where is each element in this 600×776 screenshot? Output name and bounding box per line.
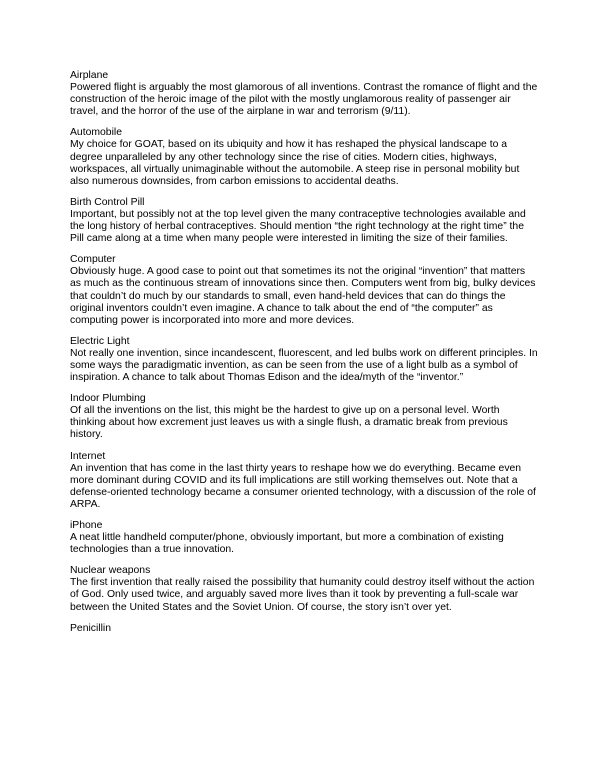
entry-airplane [70,70,538,118]
entry-internet [70,451,538,511]
entry-body: Obviously huge. A good case to point out that sometimes its not the original “invention” that matters as much as the continuous stream of innovations since then. Computers went from big, bulky devices that couldn’t do much by our standards to small, even hand-held devices that can do things the original inventors couldn’t even imagine. A chance to talk about the end of “the computer” as computing power is incorporated into more and more devices. [70,266,536,326]
entry-title: Airplane [70,70,109,81]
entry-body: Powered flight is arguably the most glamorous of all inventions. Contrast the romance of flight and the construction of the heroic image of the pilot with the mostly unglamorous reality of passenger air travel, and the horror of the use of the airplane in war and terrorism (9/11). [70,82,538,118]
entry-automobile [70,127,538,187]
entry-penicillin [70,623,538,635]
entry-title: Computer [70,254,116,266]
entry-title: Penicillin [70,622,112,634]
entry-title: Internet [70,450,106,462]
entry-body: Important, but possibly not at the top level given the many contraceptive technologies available and the long history of herbal contraceptives. Should mention “the right technology at the right time” the Pill came along at a time when many people were interested in limiting the size of their families. [70,208,526,245]
entry-birth-control-pill [70,197,538,245]
entry-iphone [70,520,538,556]
entry-body: Of all the inventions on the list, this might be the hardest to give up on a personal level. Worth thinking about how excrement just leaves us with a single flush, a dramatic break from previous history. [70,405,508,441]
entry-body: The first invention that really raised the possibility that humanity could destroy itself without the action of God. Only used twice, and arguably saved more lives than it took by preventing a full-scale war between the United States and the Soviet Union. Of course, the story isn’t over yet. [70,577,535,613]
entry-indoor-plumbing [70,393,538,441]
entry-title: iPhone [70,520,103,531]
entry-nuclear-weapons [70,565,538,613]
entry-title: Birth Control Pill [70,196,145,208]
entry-title: Indoor Plumbing [70,393,146,405]
document-page [70,70,538,644]
entry-body: An invention that has come in the last thirty years to reshape how we do everything. Became even more dominant during COVID and its full implications are still working themselves out. Note that a defense-oriented technology became a consumer oriented technology, with a discussion of the role of ARPA. [70,462,536,510]
entry-title: Electric Light [70,335,130,347]
entry-title: Nuclear weapons [70,565,151,577]
entry-body: A neat little handheld computer/phone, obviously important, but more a combination of existing technologies than a true innovation. [70,532,504,556]
entry-title: Automobile [70,127,122,139]
entry-computer [70,254,538,327]
entry-body: My choice for GOAT, based on its ubiquity and how it has reshaped the physical landscape to a degree unparalleled by any other technology since the rise of cities. Modern cities, highways, workspaces, all virtually unimaginable without the automobile. A steep rise in personal mobility but also numerous downsides, from carbon emissions to accidental deaths. [70,139,520,187]
entry-body: Not really one invention, since incandescent, fluorescent, and led bulbs work on different principles. In some ways the paradigmatic invention, as can be seen from the use of a light bulb as a symbol of inspiration. A chance to talk about Thomas Edison and the idea/myth of the “inventor.” [70,347,538,384]
entry-electric-light [70,336,538,384]
